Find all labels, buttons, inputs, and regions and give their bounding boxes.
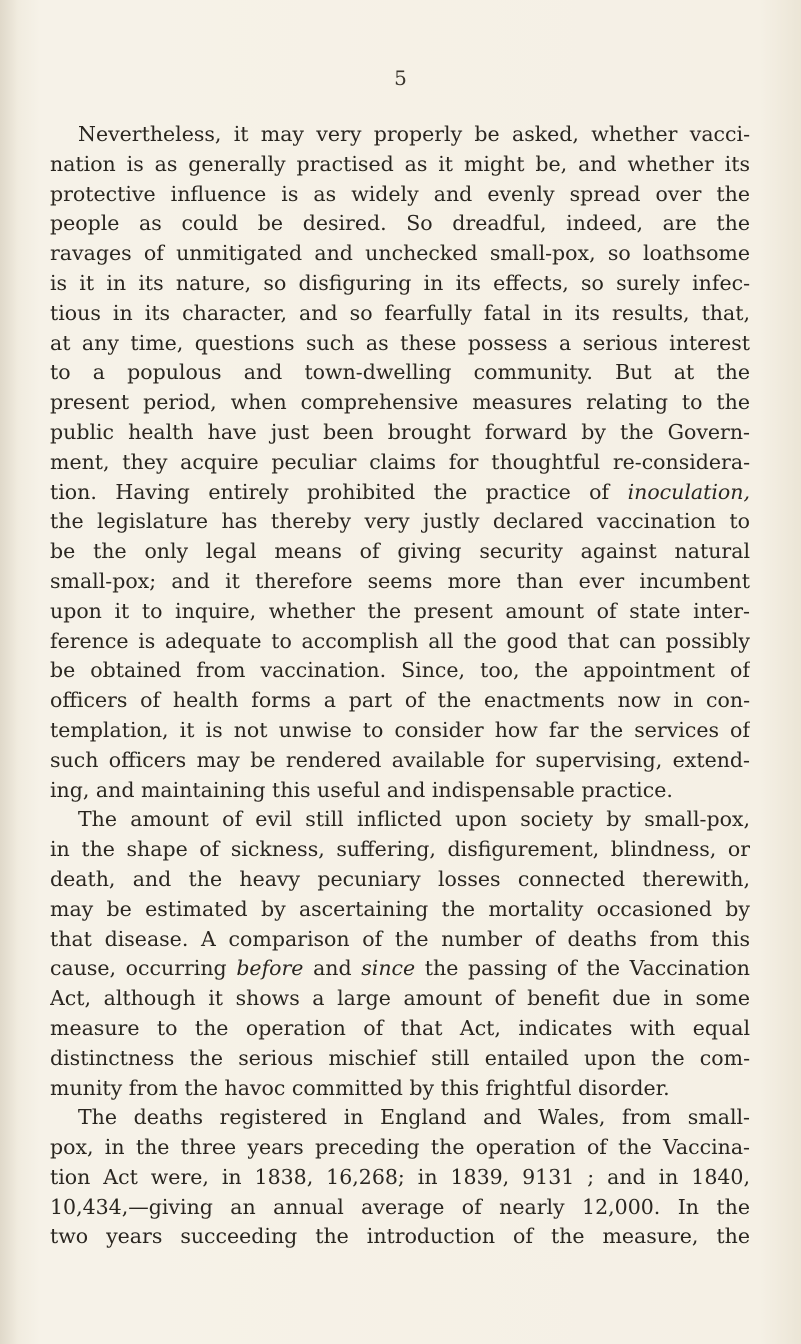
text-line: The amount of evil still inflicted upon society by small-pox, bbox=[78, 807, 750, 832]
text-line: 10,434,—giving an annual average of nearly 12,000. In the bbox=[50, 1194, 750, 1219]
text-line: be obtained from vaccination. Since, too, the appointment of bbox=[50, 658, 750, 683]
text-line: the legislature has thereby very justly declared vaccination to bbox=[50, 509, 750, 534]
text-line: small-pox; and it therefore seems more than ever incumbent bbox=[50, 568, 750, 593]
text-line: that disease. A comparison of the number of deaths from this bbox=[50, 926, 750, 951]
text-line: nation is as generally practised as it might be, and whether its bbox=[50, 151, 750, 176]
italic-term: since bbox=[361, 956, 416, 981]
text-line: public health have just been brought forward by the Govern- bbox=[50, 419, 750, 444]
text-line bbox=[50, 478, 750, 508]
text-line: at any time, questions such as these possess a serious interest bbox=[50, 330, 750, 355]
text-line: ference is adequate to accomplish all the good that can possibly bbox=[50, 628, 750, 653]
page-number: 5 bbox=[394, 66, 407, 90]
text-line: death, and the heavy pecuniary losses connected therewith, bbox=[50, 866, 750, 891]
text-line: ing, and maintaining this useful and indispensable practice. bbox=[50, 777, 673, 802]
text-line: ment, they acquire peculiar claims for thoughtful re-considera- bbox=[50, 449, 750, 474]
scan-edge-shadow bbox=[0, 0, 18, 1344]
text-line: is it in its nature, so disfiguring in its effects, so surely infec- bbox=[50, 270, 750, 295]
text-line: pox, in the three years preceding the operation of the Vaccina- bbox=[50, 1135, 750, 1160]
italic-term: inoculation, bbox=[627, 479, 750, 504]
text-line: ravages of unmitigated and unchecked small-pox, so loathsome bbox=[50, 241, 750, 266]
text-line: present period, when comprehensive measures relating to the bbox=[50, 390, 750, 415]
text-line: tious in its character, and so fearfully fatal in its results, that, bbox=[50, 300, 750, 325]
text-line: measure to the operation of that Act, indicates with equal bbox=[50, 1015, 750, 1040]
text-line: munity from the havoc committed by this frightful disorder. bbox=[50, 1075, 670, 1100]
text-line: tion Act were, in 1838, 16,268; in 1839, 9131 ; and in 1840, bbox=[50, 1164, 750, 1189]
text-line: distinctness the serious mischief still entailed upon the com- bbox=[50, 1045, 750, 1070]
text-segment: the passing of the Vaccination bbox=[424, 956, 750, 981]
italic-term: before bbox=[236, 956, 304, 981]
text-segment: and bbox=[313, 956, 352, 981]
text-line: people as could be desired. So dreadful, indeed, are the bbox=[50, 211, 750, 236]
text-line: The deaths registered in England and Wales, from small- bbox=[78, 1105, 750, 1130]
text-line: protective influence is as widely and evenly spread over the bbox=[50, 181, 750, 206]
text-line bbox=[50, 954, 750, 984]
text-line: to a populous and town-dwelling community. But at the bbox=[50, 360, 750, 385]
text-line: may be estimated by ascertaining the mortality occasioned by bbox=[50, 896, 750, 921]
text-line: Act, although it shows a large amount of benefit due in some bbox=[50, 986, 750, 1011]
body-text bbox=[50, 120, 750, 1252]
text-line: be the only legal means of giving security against natural bbox=[50, 539, 750, 564]
text-line: upon it to inquire, whether the present amount of state inter- bbox=[50, 598, 750, 623]
text-segment: tion. Having entirely prohibited the practice of bbox=[50, 479, 610, 504]
text-line: templation, it is not unwise to consider how far the services of bbox=[50, 717, 750, 742]
text-line: in the shape of sickness, suffering, disfigurement, blindness, or bbox=[50, 837, 750, 862]
text-line: Nevertheless, it may very properly be asked, whether vacci- bbox=[78, 122, 750, 146]
text-segment: cause, occurring bbox=[50, 956, 227, 981]
text-line: officers of health forms a part of the enactments now in con- bbox=[50, 688, 750, 713]
text-line: two years succeeding the introduction of the measure, the bbox=[50, 1224, 750, 1249]
text-line: such officers may be rendered available for supervising, extend- bbox=[50, 747, 750, 772]
